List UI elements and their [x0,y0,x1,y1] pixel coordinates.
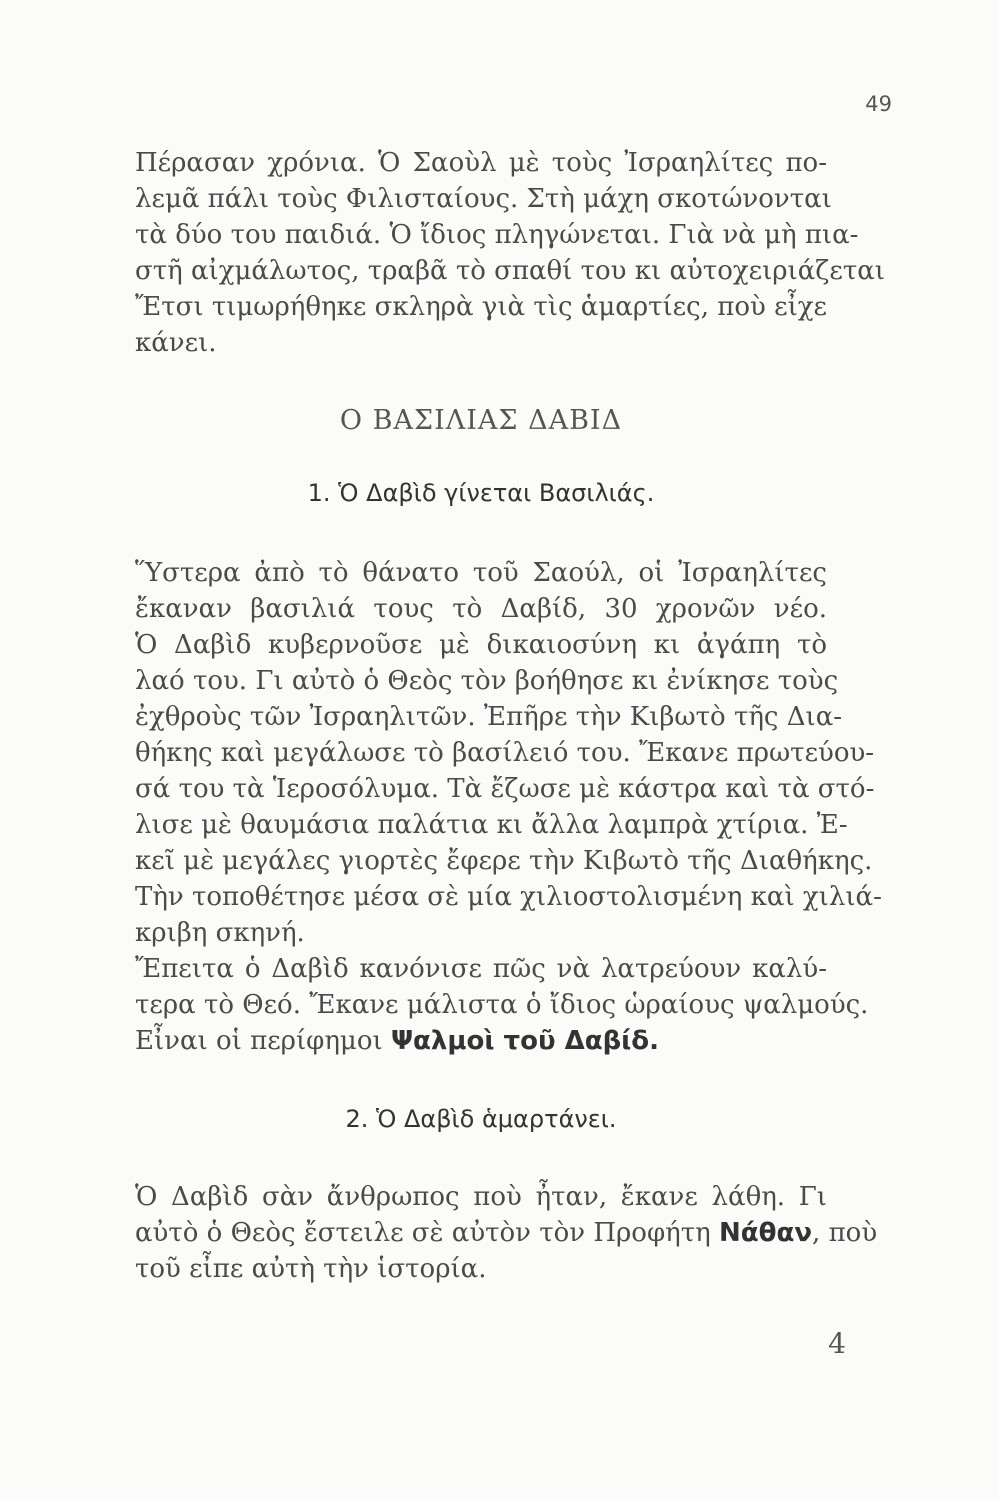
chapter-title: Ο ΒΑΣΙΛΙΑΣ ΔΑΒΙΔ [339,405,623,436]
text-line: τοῦ εἶπε αὐτὴ τὴν ἱστορία. [135,1254,487,1284]
text-line: κριβη σκηνή. [135,918,305,948]
text-line: στῆ αἰχμάλωτος, τραβᾶ τὸ σπαθί του κι αὐτοχειριάζεται [135,256,886,286]
text-line: Πέρασαν χρόνια. Ὁ Σαοὺλ μὲ τοὺς Ἰσραηλίτες πο- [135,148,827,178]
text-line: τὰ δύο του παιδιά. Ὁ ἴδιος πληγώνεται. Γιὰ νὰ μὴ πια- [135,220,859,250]
text-line: λεμᾶ πάλι τοὺς Φιλισταίους. Στὴ μάχη σκοτώνονται [135,184,832,214]
text-line: τερα τὸ Θεό. Ἔκανε μάλιστα ὁ ἴδιος ὡραίους ψαλμούς. [135,990,869,1020]
text-line: κάνει. [135,328,217,358]
text-line: Ἔπειτα ὁ Δαβὶδ κανόνισε πῶς νὰ λατρεύουν καλύ- [135,954,827,984]
text-fragment: αὐτὸ ὁ Θεὸς ἔστειλε σὲ αὐτὸν τὸν Προφήτη [135,1218,719,1248]
text-line: ἐχθροὺς τῶν Ἰσραηλιτῶν. Ἐπῆρε τὴν Κιβωτὸ τῆς Δια- [135,702,843,732]
text-line: Ἔτσι τιμωρήθηκε σκληρὰ γιὰ τὶς ἁμαρτίες, ποὺ εἶχε [135,292,827,322]
signature-mark: 4 [828,1327,846,1360]
nathan-emphasis: Νάθαν [718,1218,813,1248]
section-heading: 2. Ὁ Δαβὶδ ἁμαρτάνει. [345,1105,617,1133]
text-fragment: , ποὺ [812,1218,878,1248]
text-line: Τὴν τοποθέτησε μέσα σὲ μία χιλιοστολισμένη καὶ χιλιά- [135,882,882,912]
text-line: Ὁ Δαβὶδ κυβερνοῦσε μὲ δικαιοσύνη κι ἀγάπη τὸ [135,630,827,660]
text-line: ἔκαναν βασιλιά τους τὸ Δαβίδ, 30 χρονῶν νέο. [135,594,827,624]
text-line: Ὁ Δαβὶδ σὰν ἄνθρωπος ποὺ ἦταν, ἔκανε λάθη. Γι [135,1182,827,1212]
psalms-of-david-emphasis: Ψαλμοὶ τοῦ Δαβίδ. [390,1026,660,1056]
text-line [135,1216,878,1250]
text-line: κεῖ μὲ μεγάλες γιορτὲς ἔφερε τὴν Κιβωτὸ τῆς Διαθήκης. [135,846,873,876]
text-line: λαό του. Γι αὐτὸ ὁ Θεὸς τὸν βοήθησε κι ἐνίκησε τοὺς [135,666,839,696]
text-line [135,1024,827,1058]
text-line: Ὕστερα ἀπὸ τὸ θάνατο τοῦ Σαούλ, οἱ Ἰσραηλίτες [135,558,827,588]
text-line: θήκης καὶ μεγάλωσε τὸ βασίλειό του. Ἔκανε πρωτεύου- [135,738,875,768]
section-heading: 1. Ὁ Δαβὶδ γίνεται Βασιλιάς. [307,479,655,507]
page-number: 49 [865,92,892,116]
text-line: λισε μὲ θαυμάσια παλάτια κι ἄλλα λαμπρὰ χτίρια. Ἐ- [135,810,848,840]
text-line: σά του τὰ Ἱεροσόλυμα. Τὰ ἔζωσε μὲ κάστρα καὶ τὰ στό- [135,774,875,804]
text-fragment: Εἶναι οἱ περίφημοι [135,1026,391,1056]
